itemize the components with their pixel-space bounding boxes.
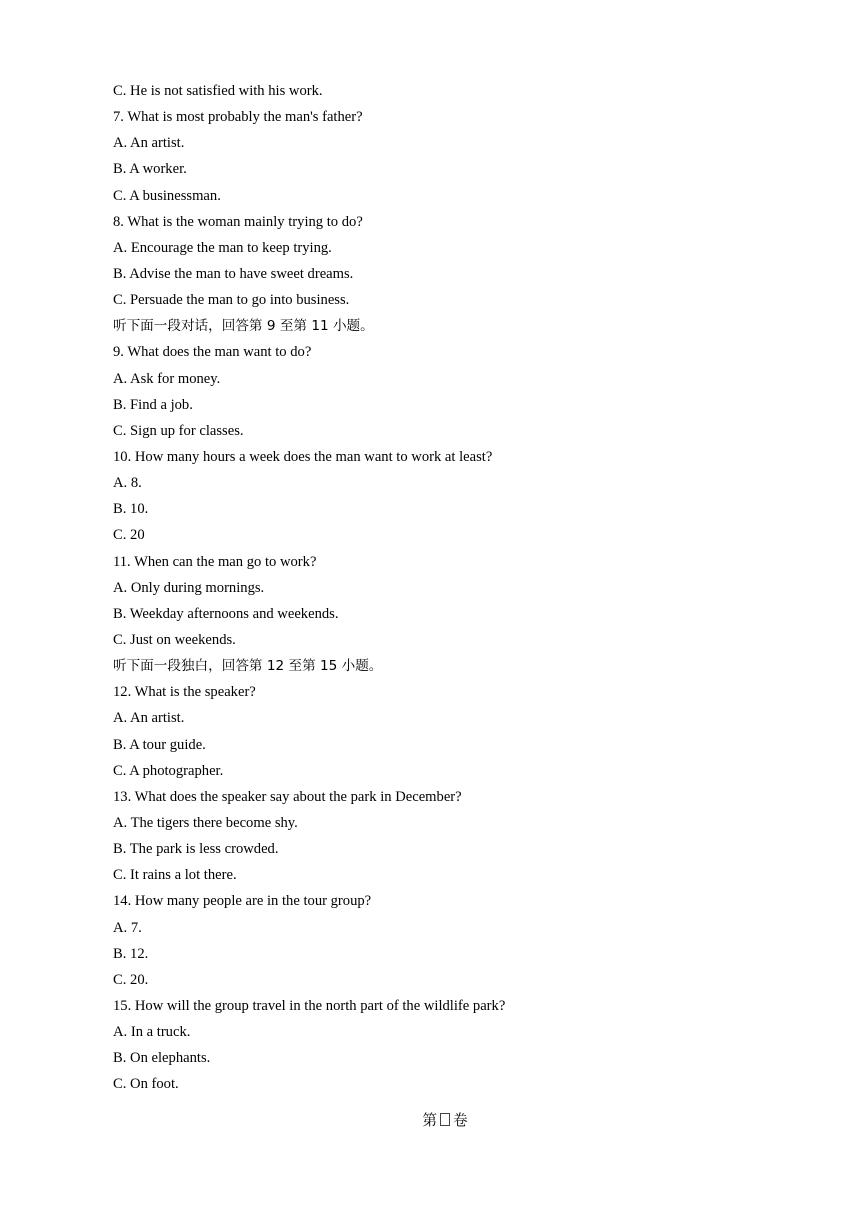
answer-option: C. A businessman. — [113, 187, 221, 204]
answer-option: B. A tour guide. — [113, 736, 206, 753]
answer-option: C. He is not satisfied with his work. — [113, 83, 323, 99]
answer-option: A. Encourage the man to keep trying. — [113, 239, 332, 256]
answer-option: B. 10. — [113, 501, 149, 518]
answer-option: A. 7. — [113, 919, 142, 936]
answer-option: C. 20 — [113, 527, 145, 544]
question-list — [113, 80, 793, 1099]
question-stem: 7. What is most probably the man's father? — [113, 109, 363, 126]
question-stem: 15. How will the group travel in the north part of the wildlife park? — [113, 997, 506, 1014]
answer-option: B. 12. — [113, 945, 149, 962]
answer-option: C. 20. — [113, 971, 149, 988]
answer-option: A. The tigers there become shy. — [113, 814, 298, 831]
question-stem: 14. How many people are in the tour group? — [113, 893, 372, 910]
answer-option: C. Sign up for classes. — [113, 422, 244, 439]
answer-option: B. The park is less crowded. — [113, 841, 279, 858]
answer-option: B. Find a job. — [113, 396, 193, 413]
answer-option: A. 8. — [113, 475, 142, 492]
question-stem: 12. What is the speaker? — [113, 684, 256, 701]
answer-option: B. Weekday afternoons and weekends. — [113, 605, 339, 622]
answer-option: C. Just on weekends. — [113, 631, 236, 648]
answer-option: C. A photographer. — [113, 762, 224, 779]
answer-option: C. It rains a lot there. — [113, 867, 237, 884]
answer-option: B. Advise the man to have sweet dreams. — [113, 265, 354, 282]
missing-glyph-icon — [440, 1113, 450, 1126]
answer-option: B. A worker. — [113, 161, 187, 178]
answer-option: A. Ask for money. — [113, 370, 221, 387]
footer-suffix: 卷 — [453, 1112, 468, 1129]
question-stem: 13. What does the speaker say about the park in December? — [113, 788, 462, 805]
footer-prefix: 第 — [422, 1112, 437, 1129]
answer-option: A. An artist. — [113, 135, 185, 152]
section-footer — [0, 1110, 860, 1132]
section-instruction: 听下面一段独白，回答第 12 至第 15 小题。 — [113, 658, 383, 675]
question-stem: 8. What is the woman mainly trying to do? — [113, 213, 363, 230]
question-stem: 9. What does the man want to do? — [113, 344, 312, 361]
answer-option: A. Only during mornings. — [113, 579, 265, 596]
answer-option: B. On elephants. — [113, 1050, 211, 1067]
question-stem: 11. When can the man go to work? — [113, 553, 317, 570]
section-instruction: 听下面一段对话，回答第 9 至第 11 小题。 — [113, 318, 374, 335]
answer-option: A. In a truck. — [113, 1024, 191, 1041]
question-stem: 10. How many hours a week does the man want to work at least? — [113, 448, 493, 465]
answer-option: A. An artist. — [113, 710, 185, 727]
answer-option: C. On foot. — [113, 1076, 179, 1093]
answer-option: C. Persuade the man to go into business. — [113, 292, 350, 309]
